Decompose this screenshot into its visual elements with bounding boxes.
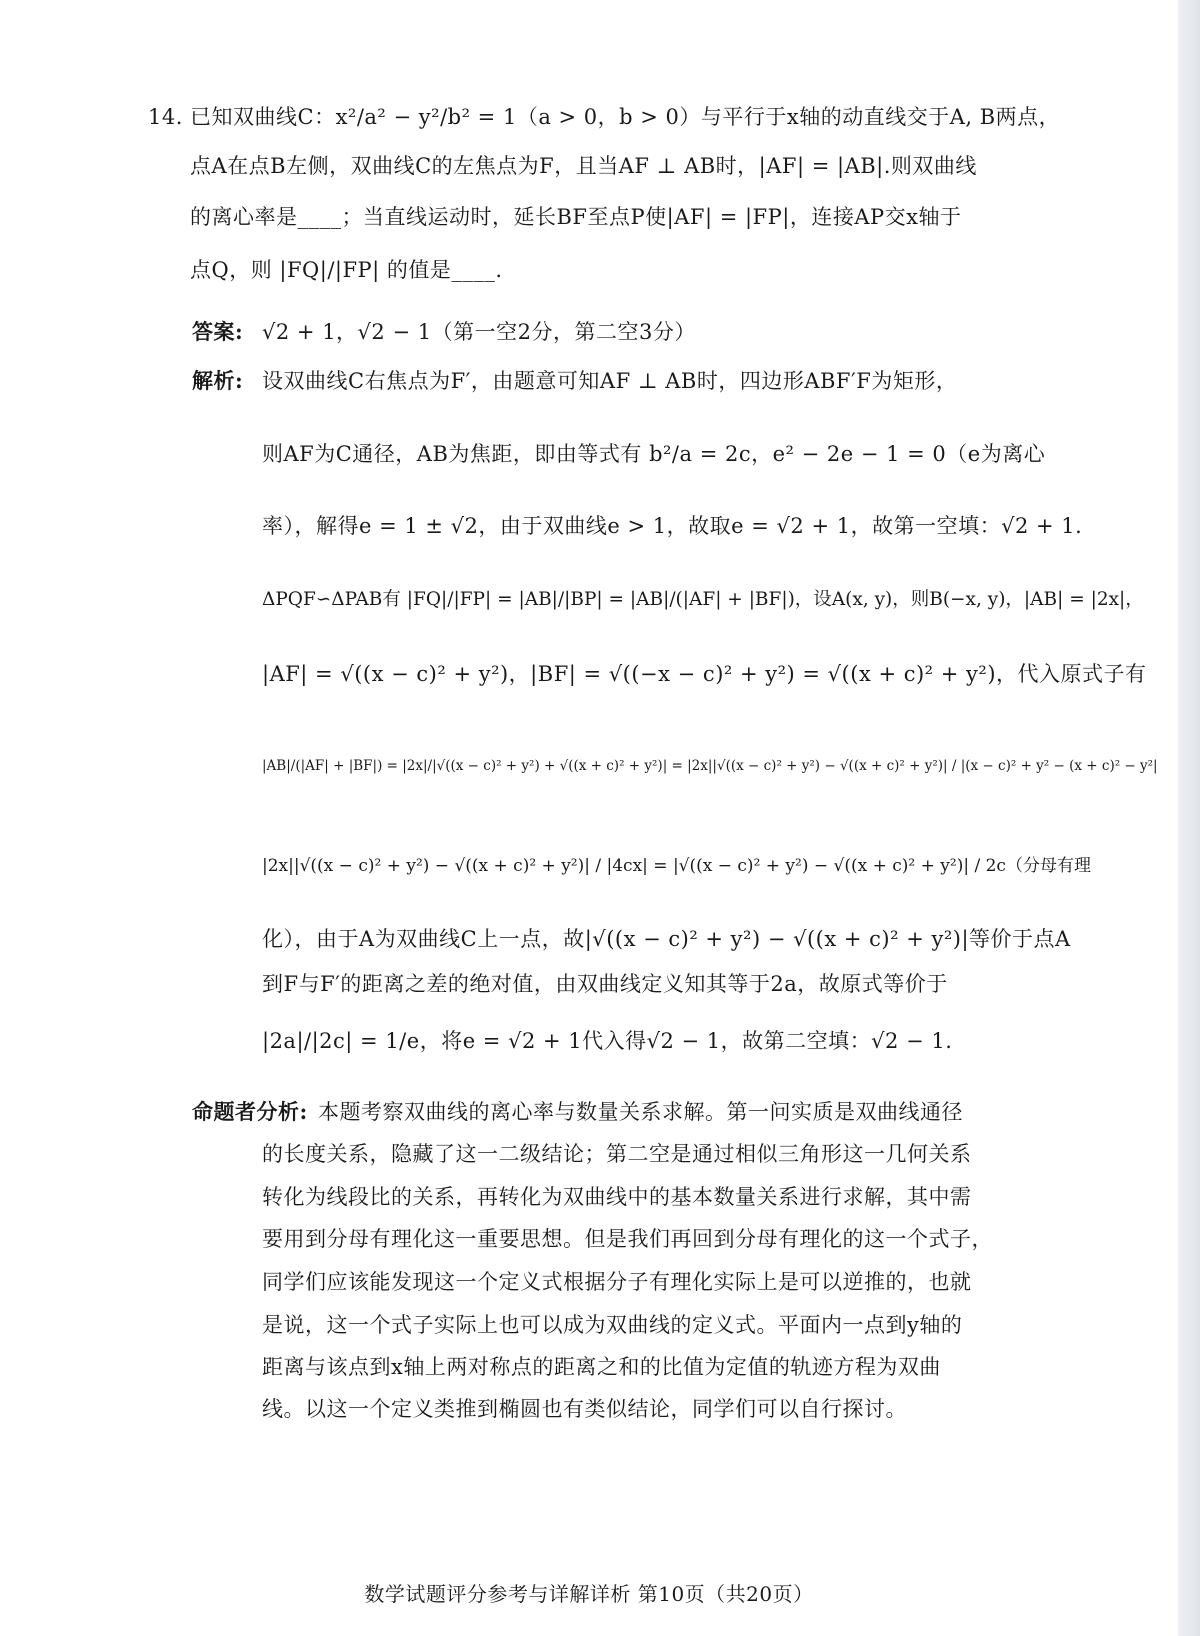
commentary-line-3: 转化为线段比的关系，再转化为双曲线中的基本数量关系进行求解，其中需 <box>262 1185 972 1209</box>
page-footer: 数学试题评分参考与详解详析 第10页（共20页） <box>364 1582 814 1606</box>
question-line-2: 点A在点B左侧，双曲线C的左焦点为F，且当AF ⊥ AB时，|AF| = |AB|.则双曲线 <box>190 154 977 178</box>
analysis-line-2: 则AF为C通径，AB为焦距，即由等式有 b²/a = 2c，e² − 2e − 1 = 0（e为离心 <box>262 442 1046 466</box>
page-edge <box>1178 0 1200 1636</box>
analysis-line-9: 到F与F′的距离之差的绝对值，由双曲线定义知其等于2a，故原式等价于 <box>262 972 948 996</box>
commentary-line-5: 同学们应该能发现这一个定义式根据分子有理化实际上是可以逆推的，也就 <box>262 1270 972 1294</box>
question-line-1: 已知双曲线C：x²/a² − y²/b² = 1（a > 0，b > 0）与平行于x轴的动直线交于A, B两点， <box>190 105 1061 129</box>
question-line-4: 点Q，则 |FQ|/|FP| 的值是____. <box>190 258 503 282</box>
analysis-line-4: ΔPQF∽ΔPAB有 |FQ|/|FP| = |AB|/|BP| = |AB|/(|AF| + |BF|)，设A(x, y)，则B(−x, y)，|AB| = |2x|， <box>262 589 1144 610</box>
commentary-label: 命题者分析: <box>192 1099 308 1124</box>
commentary-line-7: 距离与该点到x轴上两对称点的距离之和的比值为定值的轨迹方程为双曲 <box>262 1355 941 1379</box>
commentary-line-1: 本题考察双曲线的离心率与数量关系求解。第一问实质是双曲线通径 <box>318 1100 963 1124</box>
question-number: 14. <box>148 105 183 129</box>
commentary-line-6: 是说，这一个式子实际上也可以成为双曲线的定义式。平面内一点到y轴的 <box>262 1313 963 1337</box>
analysis-line-6: |AB|/(|AF| + |BF|) = |2x|/|√((x − c)² + y²) + √((x + c)² + y²)| = |2x||√((x − c)² + y²) − √((x + c)² + y²)| / |(x − c)² + y² − (x + c)² − y²| <box>262 758 1158 774</box>
analysis-line-1: 设双曲线C右焦点为F′，由题意可知AF ⊥ AB时，四边形ABF′F为矩形， <box>262 369 958 393</box>
analysis-line-7: |2x||√((x − c)² + y²) − √((x + c)² + y²)| / |4cx| = |√((x − c)² + y²) − √((x + c)² + y²)| / 2c（分母有理 <box>262 856 1091 876</box>
question-line-3: 的离心率是____；当直线运动时，延长BF至点P使|AF| = |FP|，连接AP交x轴于 <box>190 205 962 229</box>
analysis-line-8: 化），由于A为双曲线C上一点，故|√((x − c)² + y²) − √((x + c)² + y²)|等价于点A <box>262 927 1071 951</box>
commentary-line-2: 的长度关系，隐藏了这一二级结论；第二空是通过相似三角形这一几何关系 <box>262 1142 972 1166</box>
commentary-line-8: 线。以这一个定义类推到椭圆也有类似结论，同学们可以自行探讨。 <box>262 1397 907 1421</box>
analysis-label: 解析: <box>192 368 244 393</box>
commentary-line-4: 要用到分母有理化这一重要思想。但是我们再回到分母有理化的这一个式子， <box>262 1227 993 1251</box>
analysis-line-5: |AF| = √((x − c)² + y²)，|BF| = √((−x − c)² + y²) = √((x + c)² + y²)，代入原式子有 <box>262 662 1147 686</box>
answer-text: √2 + 1，√2 − 1（第一空2分，第二空3分） <box>262 320 696 344</box>
analysis-line-10: |2a|/|2c| = 1/e，将e = √2 + 1代入得√2 − 1，故第二空填：√2 − 1. <box>262 1029 953 1053</box>
analysis-line-3: 率），解得e = 1 ± √2，由于双曲线e > 1，故取e = √2 + 1，故第一空填：√2 + 1. <box>262 514 1083 538</box>
answer-label: 答案: <box>192 319 244 344</box>
